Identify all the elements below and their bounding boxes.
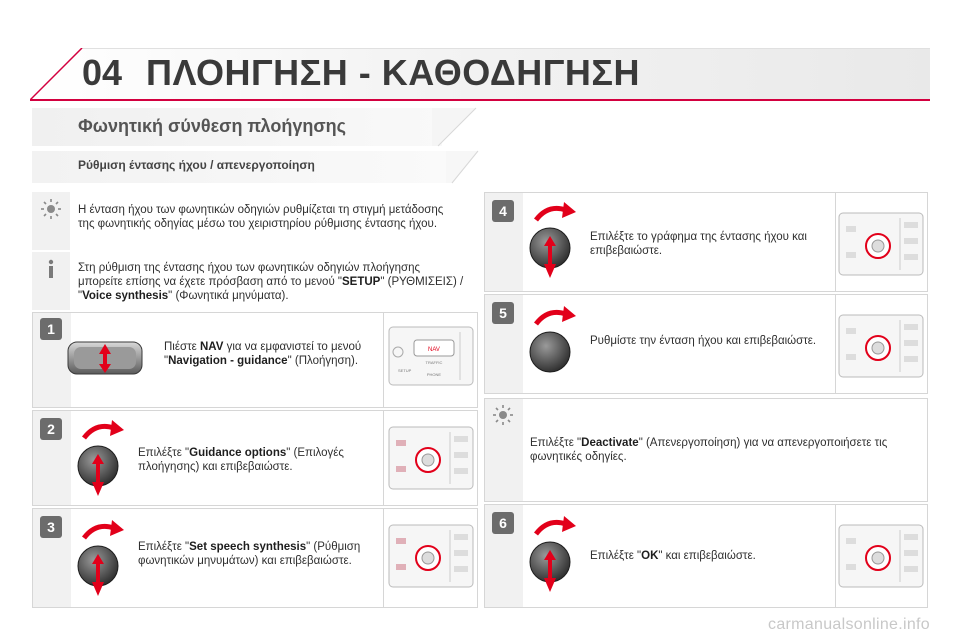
step-badge-6: 6	[492, 512, 514, 534]
info-text-post: " (Φωνητικά μηνύματα).	[168, 290, 289, 302]
step-3-post: " (Ρύθμιση φωνητικών μηνυμάτων) και επιβεβαιώστε.	[138, 541, 361, 567]
tip-right-pre: Επιλέξτε "	[530, 437, 582, 449]
info-text	[78, 261, 466, 303]
tip-right-deactivate: Deactivate	[581, 437, 639, 449]
step-2-pre: Επιλέξτε "	[138, 447, 190, 459]
info-text-mid: " (ΡΥΘΜΙΣΕΙΣ) / "	[78, 276, 464, 302]
step-1-post: " (Πλοήγηση).	[287, 355, 359, 367]
step-badge-4: 4	[492, 200, 514, 222]
console-image-dial	[388, 426, 474, 490]
step-badge-2: 2	[40, 418, 62, 440]
header-corner-cut	[30, 48, 84, 102]
watermark: carmanualsonline.info	[768, 616, 930, 633]
rotary-knob-icon	[522, 202, 584, 282]
console-traffic-label: TRAFFIC	[425, 360, 443, 365]
console-image-dial	[838, 314, 924, 378]
subsection-banner-slant	[446, 149, 480, 185]
header-accent-line	[30, 99, 930, 101]
subsection-title: Ρύθμιση έντασης ήχου / απενεργοποίηση	[78, 158, 315, 172]
info-setup: SETUP	[342, 276, 381, 288]
nav-button-image	[66, 340, 144, 376]
step-2-text	[138, 446, 370, 474]
step-1-nav: NAV	[199, 341, 224, 353]
step-6-pre: Επιλέξτε "	[590, 550, 642, 562]
console-setup-label: SETUP	[398, 368, 412, 373]
lightbulb-icon	[40, 198, 62, 220]
lightbulb-icon	[492, 404, 514, 426]
info-icon	[40, 258, 62, 280]
console-nav-label: NAV	[428, 347, 440, 353]
page-title: ΠΛΟΗΓΗΣΗ - ΚΑΘΟΔΗΓΗΣΗ	[146, 52, 640, 93]
info-voice-synthesis: Voice synthesis	[82, 290, 169, 302]
tip-right-text	[530, 436, 916, 464]
console-image-dial	[838, 524, 924, 588]
step-3-pre: Επιλέξτε "	[138, 541, 190, 553]
step-badge-1: 1	[40, 318, 62, 340]
step-4-text: Επιλέξτε το γράφημα της έντασης ήχου και επιβεβαιώστε.	[590, 231, 807, 257]
step-3-option: Set speech synthesis	[189, 541, 307, 553]
step-2-post: " (Επιλογές πλοήγησης) και επιβεβαιώστε.	[138, 447, 344, 473]
rotary-knob-icon	[522, 306, 584, 386]
console-image-dial	[388, 524, 474, 588]
step-6-post: " και επιβεβαιώστε.	[658, 550, 756, 562]
step-1-mid: για να εμφανιστεί το μενού "	[164, 341, 362, 367]
console-image-nav	[388, 326, 474, 386]
step-5-text: Ρυθμίστε την ένταση ήχου και επιβεβαιώστε.	[590, 335, 817, 347]
chapter-number: 04	[82, 52, 123, 93]
console-image-dial	[838, 212, 924, 276]
rotary-knob-icon	[522, 516, 584, 596]
step-1-menu: Navigation - guidance	[168, 355, 288, 367]
step-3-text	[138, 540, 370, 568]
step-1-text	[164, 340, 364, 368]
section-title: Φωνητική σύνθεση πλοήγησης	[78, 116, 347, 136]
step-badge-5: 5	[492, 302, 514, 324]
rotary-knob-icon	[70, 520, 132, 600]
step-6-ok: OK	[641, 550, 659, 562]
step-2-option: Guidance options	[189, 447, 287, 459]
step-6-text	[590, 549, 830, 563]
step-1-pre: Πιέστε	[164, 341, 200, 353]
step-badge-3: 3	[40, 516, 62, 538]
tip-left-text: Η ένταση ήχου των φωνητικών οδηγιών ρυθμίζεται τη στιγμή μετάδοσης της φωνητικής οδηγίας μέσω του χειριστηρίου ρύθμισης έντασης ήχου.	[78, 204, 444, 230]
info-text-pre: Στη ρύθμιση της έντασης ήχου των φωνητικών οδηγιών πλοήγησης μπορείτε επίσης να έχετε πρόσβαση από το μενού "	[78, 262, 421, 288]
section-banner-slant	[432, 106, 478, 148]
rotary-knob-icon	[70, 420, 132, 500]
tip-right-post: " (Απενεργοποίηση) για να απενεργοποιήσετε τις φωνητικές οδηγίες.	[530, 437, 888, 463]
console-phone-label: PHONE	[426, 372, 442, 377]
